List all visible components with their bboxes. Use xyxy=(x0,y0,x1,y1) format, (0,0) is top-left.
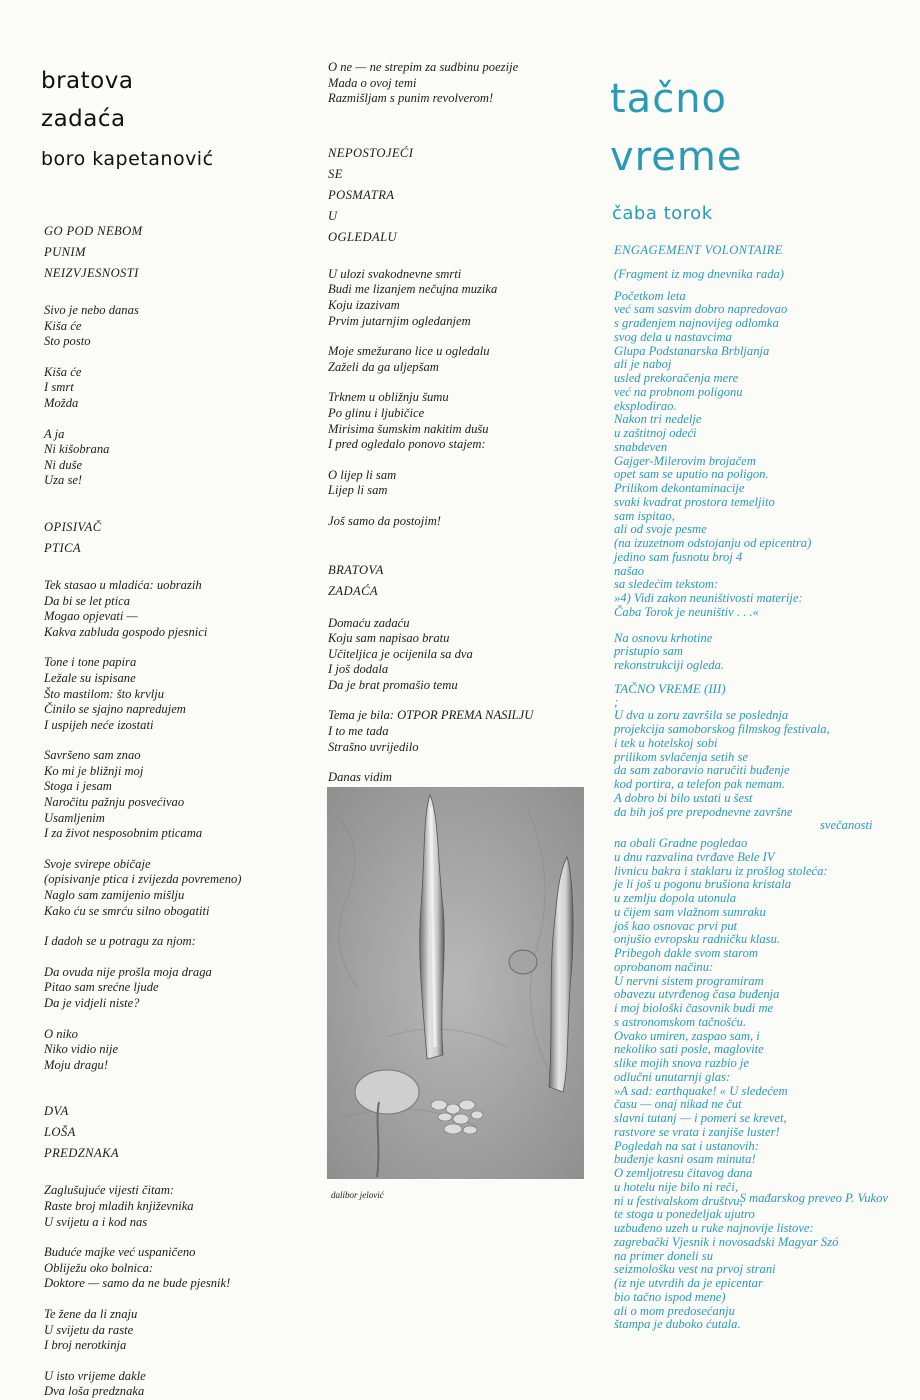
stanza xyxy=(44,1027,294,1074)
verse-line: Tone i tone papira xyxy=(44,655,137,670)
verse-line: buđenje kasni osam minuta! xyxy=(614,1152,756,1167)
verse-line: u dnu razvalina tvrđave Bele IV xyxy=(614,849,775,864)
verse-line: našao xyxy=(614,563,645,578)
verse-line: I za život nesposobnim pticama xyxy=(44,826,203,841)
verse-line: Kiša će xyxy=(44,364,82,379)
verse-line: »4) Vidi zakon neuništivosti materije: xyxy=(614,591,803,605)
heading-line: PTICA xyxy=(44,540,81,555)
section2-title: TAČNO VREME (III) xyxy=(614,680,726,696)
stanza xyxy=(44,748,294,842)
verse-line: seizmološku vest na prvoj strani xyxy=(614,1262,776,1277)
verse-line: u čijem sam vlažnom sumraku xyxy=(614,904,766,919)
verse-line: Strašno uvrijedilo xyxy=(328,739,419,754)
verse-line: O zemljotresu čitavog dana xyxy=(614,1166,753,1180)
col3-text xyxy=(614,244,914,1332)
verse-line: Te žene da li znaju xyxy=(44,1306,138,1321)
verse-line: Obliježu oko bolnica: xyxy=(44,1260,154,1275)
poem-heading xyxy=(328,143,588,248)
verse-line: Još samo da postojim! xyxy=(328,513,441,528)
poem-opisivac-ptica xyxy=(44,517,294,1073)
verse-line: U dva u zoru završila se poslednja xyxy=(614,708,789,723)
verse-line: Moju dragu! xyxy=(44,1057,109,1072)
verse-line: u zemlju dopola utonula xyxy=(614,891,737,905)
artwork-relief-graphic xyxy=(327,787,584,1179)
stanza xyxy=(44,1245,294,1292)
stanza xyxy=(328,390,588,452)
verse-line: Činilo se sjajno napredujem xyxy=(44,702,186,717)
verse-line: Danas vidim xyxy=(328,770,393,785)
verse-line: O lijep li sam xyxy=(328,467,397,482)
verse-line: da bih još pre prepodnevne završne xyxy=(614,804,793,819)
verse-line: Pogledah na sat i ustanovih: xyxy=(614,1138,759,1153)
section-title: ENGAGEMENT VOLONTAIRE xyxy=(614,243,783,257)
verse-line: Pribegoh dakle svom starom xyxy=(614,946,758,960)
verse-line: Tema je bila: OTPOR PREMA NASILJU xyxy=(328,708,534,723)
section2-mark: ; xyxy=(614,694,619,709)
poem-heading xyxy=(44,1101,294,1164)
heading-line: PUNIM xyxy=(44,245,86,259)
verse-line: u zaštitnoj odeći xyxy=(614,426,697,440)
stanza xyxy=(328,514,588,530)
verse-line: Čaba Torok je neuništiv . . .« xyxy=(614,604,759,619)
verse-line: A dobro bi bilo ustati u šest xyxy=(614,790,753,805)
verse-line: Mada o ovoj temi xyxy=(328,75,417,90)
verse-line: bio tačno ispod mene) xyxy=(614,1289,726,1304)
verse-line: »A sad: earthquake! « U sledećem xyxy=(614,1083,788,1098)
verse-line: usled prekoračenja mere xyxy=(614,371,739,385)
verse-line: slike mojih snova razbio je xyxy=(614,1056,750,1070)
verse-line: U isto vrijeme dakle xyxy=(44,1368,146,1383)
poem-heading xyxy=(328,560,588,602)
verse-line: Lijep li sam xyxy=(328,483,388,498)
stanza xyxy=(328,708,588,755)
verse-line: Ko mi je bližnji moj xyxy=(44,763,144,778)
verse-line: i moj biološki časovnik budi me xyxy=(614,1001,774,1015)
verse-line-indented: svečanosti xyxy=(820,818,873,833)
verse-line: ni u festivalskom društvu, xyxy=(614,1193,743,1208)
verse-line: Učiteljica je ocijenila sa dva xyxy=(328,646,473,661)
verse-line: nekoliko sati posle, maglovite xyxy=(614,1042,764,1057)
stanza xyxy=(614,709,914,1332)
verse-line: ali je naboj xyxy=(614,357,672,372)
verse-line: I pred ogledalo ponovo stajem: xyxy=(328,437,486,452)
verse-line: u hotelu nije bilo ni reči, xyxy=(614,1179,739,1194)
verse-line: Koju izazivam xyxy=(328,297,400,312)
verse-line: još kao osnovac prvi put xyxy=(614,918,738,933)
verse-line: I uspijeh neće izostati xyxy=(44,717,154,732)
stanza xyxy=(44,857,294,919)
heading-line: NEIZVJESNOSTI xyxy=(44,266,139,280)
verse-line: uzbuđeno uzeh u ruke najnovije listove: xyxy=(614,1221,814,1235)
col1-title-line1: bratova xyxy=(41,68,134,94)
col3-title-line1: tačno xyxy=(610,76,728,122)
heading-line: DVA xyxy=(44,1104,69,1119)
verse-line: Moje smežurano lice u ogledalu xyxy=(328,344,490,359)
verse-line: Što mastilom: što krvlju xyxy=(44,686,164,701)
verse-line: jedino sam fusnotu broj 4 xyxy=(614,549,743,564)
verse-line: onjušio evropsku radničku klasu. xyxy=(614,932,781,947)
verse-line: Naročitu pažnju posvećivao xyxy=(44,795,185,810)
verse-line: Tek stasao u mladića: uobrazih xyxy=(44,577,202,592)
verse-line: Ni kišobrana xyxy=(44,442,110,457)
verse-line: projekcija samoborskog filmskog festivala, xyxy=(614,722,830,736)
poem-nepostojeci xyxy=(328,143,588,530)
verse-line: I još dodala xyxy=(328,662,389,677)
verse-line: Uza se! xyxy=(44,473,83,488)
stanza xyxy=(614,290,914,620)
col3-author: čaba torok xyxy=(612,203,713,224)
stanza xyxy=(44,1307,294,1354)
verse-line: slavni tutanj — i pomeri se krevet, xyxy=(614,1111,787,1125)
verse-line: odlučni unutarnji glas: xyxy=(614,1069,731,1084)
col1-author: boro kapetanović xyxy=(41,148,214,170)
verse-line: i tek u hotelskoj sobi xyxy=(614,735,718,750)
verse-line: Pitao sam srećne ljude xyxy=(44,980,159,995)
verse-line: I smrt xyxy=(44,380,74,395)
verse-line: obavezu utvrđenog časa buđenja xyxy=(614,987,780,1002)
verse-line: kod portira, a telefon pak nemam. xyxy=(614,777,786,791)
verse-line: rekonstrukciji ogleda. xyxy=(614,658,725,672)
stanza xyxy=(44,655,294,733)
verse-line: Stoga i jesam xyxy=(44,779,112,794)
image-caption: dalibor jelović xyxy=(331,1190,384,1200)
verse-line: Da bi se let ptica xyxy=(44,593,131,608)
verse-line: Kako ću se smrću silno obogatiti xyxy=(44,903,210,918)
poem-dva-losa-predznaka xyxy=(44,1101,294,1400)
verse-line: na obali Gradne pogledao xyxy=(614,836,748,850)
col1-title-line2: zadaća xyxy=(41,106,126,132)
verse-line: svaki kvadrat prostora temeljito xyxy=(614,494,775,509)
verse-line: Početkom leta xyxy=(614,288,686,303)
verse-line: livnicu bakra i staklaru iz prošlog stoleća: xyxy=(614,863,828,878)
verse-line: Budi me lizanjem nečujna muzika xyxy=(328,282,498,297)
verse-line: Ležale su ispisane xyxy=(44,670,136,685)
stanza xyxy=(44,427,294,489)
verse-line: Kiša će xyxy=(44,318,82,333)
col1-title xyxy=(41,62,133,138)
col2-text xyxy=(328,60,588,833)
verse-line: Gajger-Milerovim brojačem xyxy=(614,453,756,468)
heading-line: BRATOVA xyxy=(328,562,384,577)
verse-line: oprobanom načinu: xyxy=(614,959,714,974)
verse-line: (iz nje utvrdih da je epicentar xyxy=(614,1276,763,1290)
heading-line: POSMATRA xyxy=(328,187,395,202)
heading-line: NEPOSTOJEĆI xyxy=(328,145,414,160)
verse-line: U svijetu a i kod nas xyxy=(44,1214,148,1229)
verse-line: ali o mom predosećanju xyxy=(614,1303,735,1318)
verse-line: U nervni sistem programiram xyxy=(614,973,764,988)
verse-line: Zaglušujuće vijesti čitam: xyxy=(44,1183,175,1198)
verse-line: Naglo sam zamijenio mišlju xyxy=(44,888,185,903)
stanza xyxy=(44,965,294,1012)
heading-line: LOŠA xyxy=(44,1125,76,1140)
verse-line: ali od svoje pesme xyxy=(614,522,707,537)
verse-line: U svijetu da raste xyxy=(44,1322,134,1337)
verse-line: Dva loša predznaka xyxy=(44,1384,145,1399)
artwork-image xyxy=(327,787,584,1179)
verse-line: Doktore — samo da ne bude pjesnik! xyxy=(44,1276,231,1291)
verse-line: već na probnom poligonu xyxy=(614,384,743,399)
verse-line: sa sledećim tekstom: xyxy=(614,577,719,592)
heading-line: PREDZNAKA xyxy=(44,1146,119,1161)
verse-line: A ja xyxy=(44,426,65,441)
translator-credit: S mađarskog preveo P. Vukov xyxy=(739,1191,888,1205)
verse-line: Glupa Podstanarska Brbljanja xyxy=(614,343,770,358)
stanza xyxy=(44,1369,294,1400)
verse-line: Razmišljam s punim revolverom! xyxy=(328,91,494,106)
verse-line: (na izuzetnom odstojanju od epicentra) xyxy=(614,536,812,550)
stanza xyxy=(328,344,588,375)
verse-line: I broj nerotkinja xyxy=(44,1338,127,1353)
verse-line: Usamljenim xyxy=(44,810,105,825)
verse-line: snabdeven xyxy=(614,439,668,454)
verse-line: Nakon tri nedelje xyxy=(614,412,702,427)
verse-line: Trknem u obližnju šumu xyxy=(328,390,449,405)
verse-line: Buduće majke već uspaničeno xyxy=(44,1245,196,1260)
stanza xyxy=(44,1183,294,1230)
verse-line: te stoga u ponedeljak ujutro xyxy=(614,1207,755,1222)
heading-line: U xyxy=(328,208,338,223)
verse-line: Koju sam napisao bratu xyxy=(328,631,450,646)
verse-line: Zaželi da ga uljepšam xyxy=(328,359,439,374)
verse-line: Niko vidio nije xyxy=(44,1042,119,1057)
verse-line: Ni duše xyxy=(44,457,83,472)
verse-line: Savršeno sam znao xyxy=(44,748,141,763)
col1-poems xyxy=(44,221,294,1400)
verse-line: Prvim jutarnjim ogledanjem xyxy=(328,313,471,328)
stanza xyxy=(328,468,588,499)
heading-line: SE xyxy=(328,166,343,181)
col3-title-line2: vreme xyxy=(610,134,743,180)
verse-line: rastvore se vrata i zanjiše luster! xyxy=(614,1124,780,1139)
verse-line: Prilikom dekontaminacije xyxy=(614,481,745,495)
poem-go-pod-nebom xyxy=(44,221,294,489)
verse-line: I to me tada xyxy=(328,724,389,739)
verse-line: s astronomskom tačnošću. xyxy=(614,1014,747,1029)
verse-line: da sam zaboravio naručiti buđenje xyxy=(614,763,790,778)
verse-line: Sivo je nebo danas xyxy=(44,303,139,317)
stanza xyxy=(328,267,588,329)
verse-line: Svoje svirepe običaje xyxy=(44,856,151,871)
stanza xyxy=(44,365,294,412)
verse-line: svog dela u nastavcima xyxy=(614,329,732,344)
verse-line: Da ovuda nije prošla moja draga xyxy=(44,964,212,979)
heading-line: GO POD NEBOM xyxy=(44,224,143,238)
verse-line: Da je brat promašio temu xyxy=(328,677,458,692)
poem-heading xyxy=(44,517,294,559)
top-stanza xyxy=(328,60,588,107)
verse-line: O niko xyxy=(44,1026,78,1041)
verse-line: Kakva zabluda gospodo pjesnici xyxy=(44,624,208,639)
stanza xyxy=(44,303,294,350)
verse-line: Raste broj mladih književnika xyxy=(44,1198,194,1213)
verse-line: O ne — ne strepim za sudbinu poezije xyxy=(328,60,519,74)
stanza xyxy=(614,632,914,673)
verse-line: Možda xyxy=(44,395,79,410)
stanza xyxy=(44,934,294,950)
verse-line: Na osnovu krhotine xyxy=(614,630,713,645)
verse-line: s građenjem najnovijeg odlomka xyxy=(614,316,779,330)
verse-line: sam ispitao, xyxy=(614,508,675,523)
verse-line: štampa je duboko ćutala. xyxy=(614,1317,741,1332)
verse-line: (opisivanje ptica i zvijezda povremeno) xyxy=(44,872,242,887)
verse-line: već sam sasvim dobro napredovao xyxy=(614,302,788,317)
verse-line: Da je vidjeli niste? xyxy=(44,996,140,1010)
verse-line: Mirisima šumskim nakitim dušu xyxy=(328,421,489,436)
verse-line: Domaću zadaću xyxy=(328,615,410,630)
verse-line: I dadoh se u potragu za njom: xyxy=(44,934,196,949)
verse-line: Sto posto xyxy=(44,334,91,349)
poem-heading xyxy=(44,221,294,284)
verse-line: opet sam se uputio na poligon. xyxy=(614,467,769,482)
verse-line: na primer doneli su xyxy=(614,1248,713,1263)
verse-line: pristupio sam xyxy=(614,644,683,659)
heading-line: OGLEDALU xyxy=(328,229,397,244)
verse-line: prilikom svlačenja setih se xyxy=(614,749,748,764)
col3-title xyxy=(610,70,742,186)
verse-line: Mogao opjevati — xyxy=(44,609,138,624)
verse-line: Ovako umiren, zaspao sam, i xyxy=(614,1028,760,1043)
verse-line: eksplodirao. xyxy=(614,398,677,413)
verse-line: Po glinu i ljubičice xyxy=(328,405,425,420)
verse-line: zagrebački Vjesnik i novosadski Magyar Szó xyxy=(614,1234,839,1249)
heading-line: ZADAĆA xyxy=(328,583,378,598)
verse-line: času — onaj nikad ne čut xyxy=(614,1097,742,1112)
stanza xyxy=(44,578,294,640)
section-subtitle: (Fragment iz mog dnevnika rada) xyxy=(614,266,784,281)
verse-line: U ulozi svakodnevne smrti xyxy=(328,266,462,281)
stanza xyxy=(328,616,588,694)
heading-line: OPISIVAČ xyxy=(44,519,102,534)
verse-line: je li još u pogonu brušiona kristala xyxy=(614,877,792,892)
